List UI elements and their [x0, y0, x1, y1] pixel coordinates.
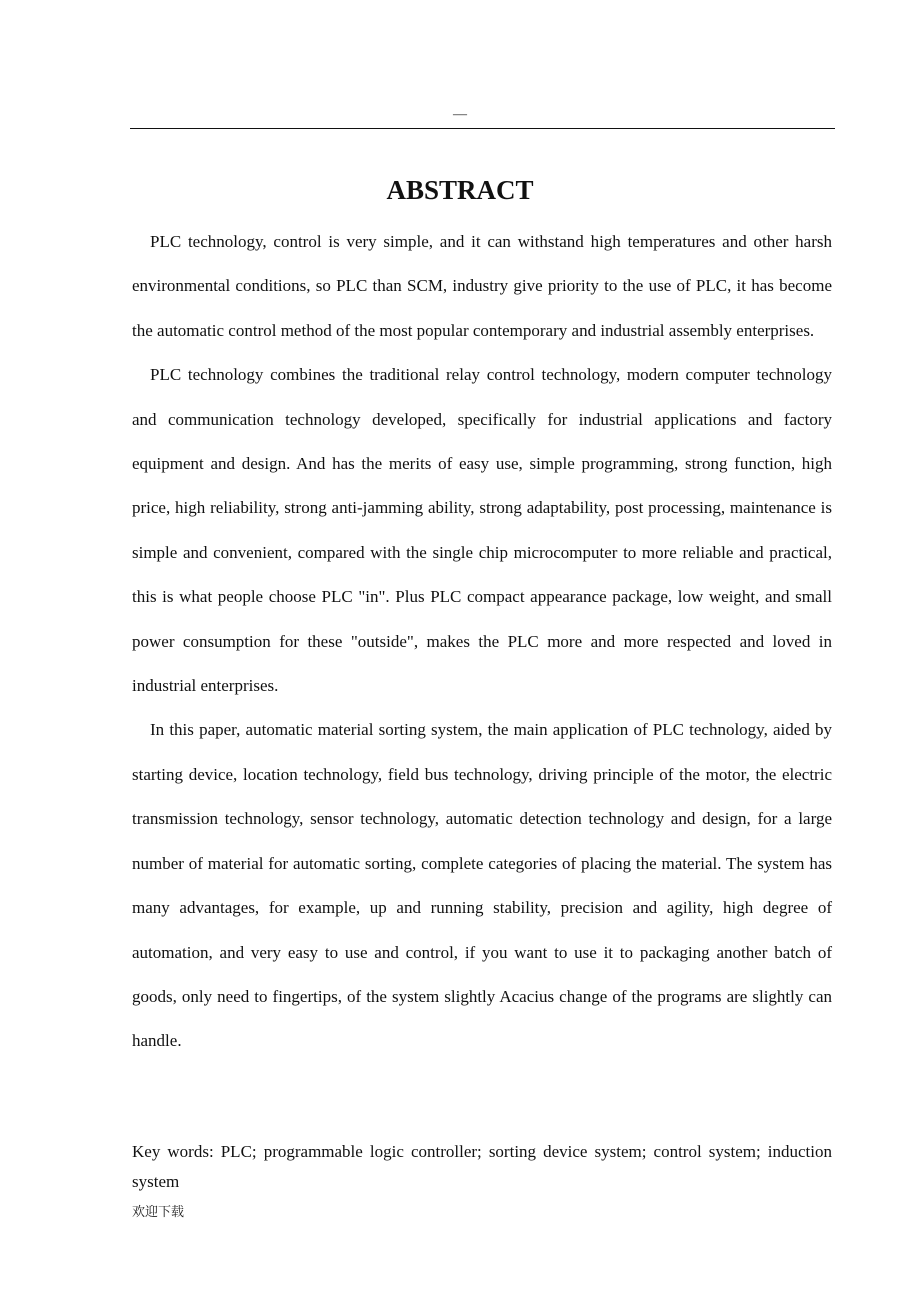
abstract-body: [132, 220, 832, 1064]
abstract-paragraph-1: PLC technology, control is very simple, and it can withstand high temperatures and other harsh environmental conditions, so PLC than SCM, industry give priority to the use of PLC, it has become the automatic control method of the most popular contemporary and industrial assembly enterprises.: [132, 232, 832, 340]
abstract-paragraph-3: In this paper, automatic material sorting system, the main application of PLC technology, aided by starting device, location technology, field bus technology, driving principle of the motor, the electric transmission technology, sensor technology, automatic detection technology and design, for a large number of material for automatic sorting, complete categories of placing the material. The system has many advantages, for example, up and running stability, precision and agility, high degree of automation, and very easy to use and control, if you want to use it to packaging another batch of goods, only need to fingertips, of the system slightly Acacius change of the programs are slightly can handle.: [132, 720, 832, 1051]
header-mark: —: [453, 107, 467, 122]
abstract-paragraph-2: PLC technology combines the traditional relay control technology, modern computer technology and communication technology developed, specifically for industrial applications and factory equipment and design. And has the merits of easy use, simple programming, strong function, high price, high reliability, strong anti-jamming ability, strong adaptability, post processing, maintenance is simple and convenient, compared with the single chip microcomputer to more reliable and practical, this is what people choose PLC "in". Plus PLC compact appearance package, low weight, and small power consumption for these "outside", makes the PLC more and more respected and loved in industrial enterprises.: [132, 365, 832, 696]
keywords: Key words: PLC; programmable logic controller; sorting device system; control system; induction system: [132, 1142, 832, 1191]
footer-note: 欢迎下载: [132, 1205, 185, 1220]
abstract-title: ABSTRACT: [386, 175, 534, 205]
header-rule: [130, 128, 835, 129]
